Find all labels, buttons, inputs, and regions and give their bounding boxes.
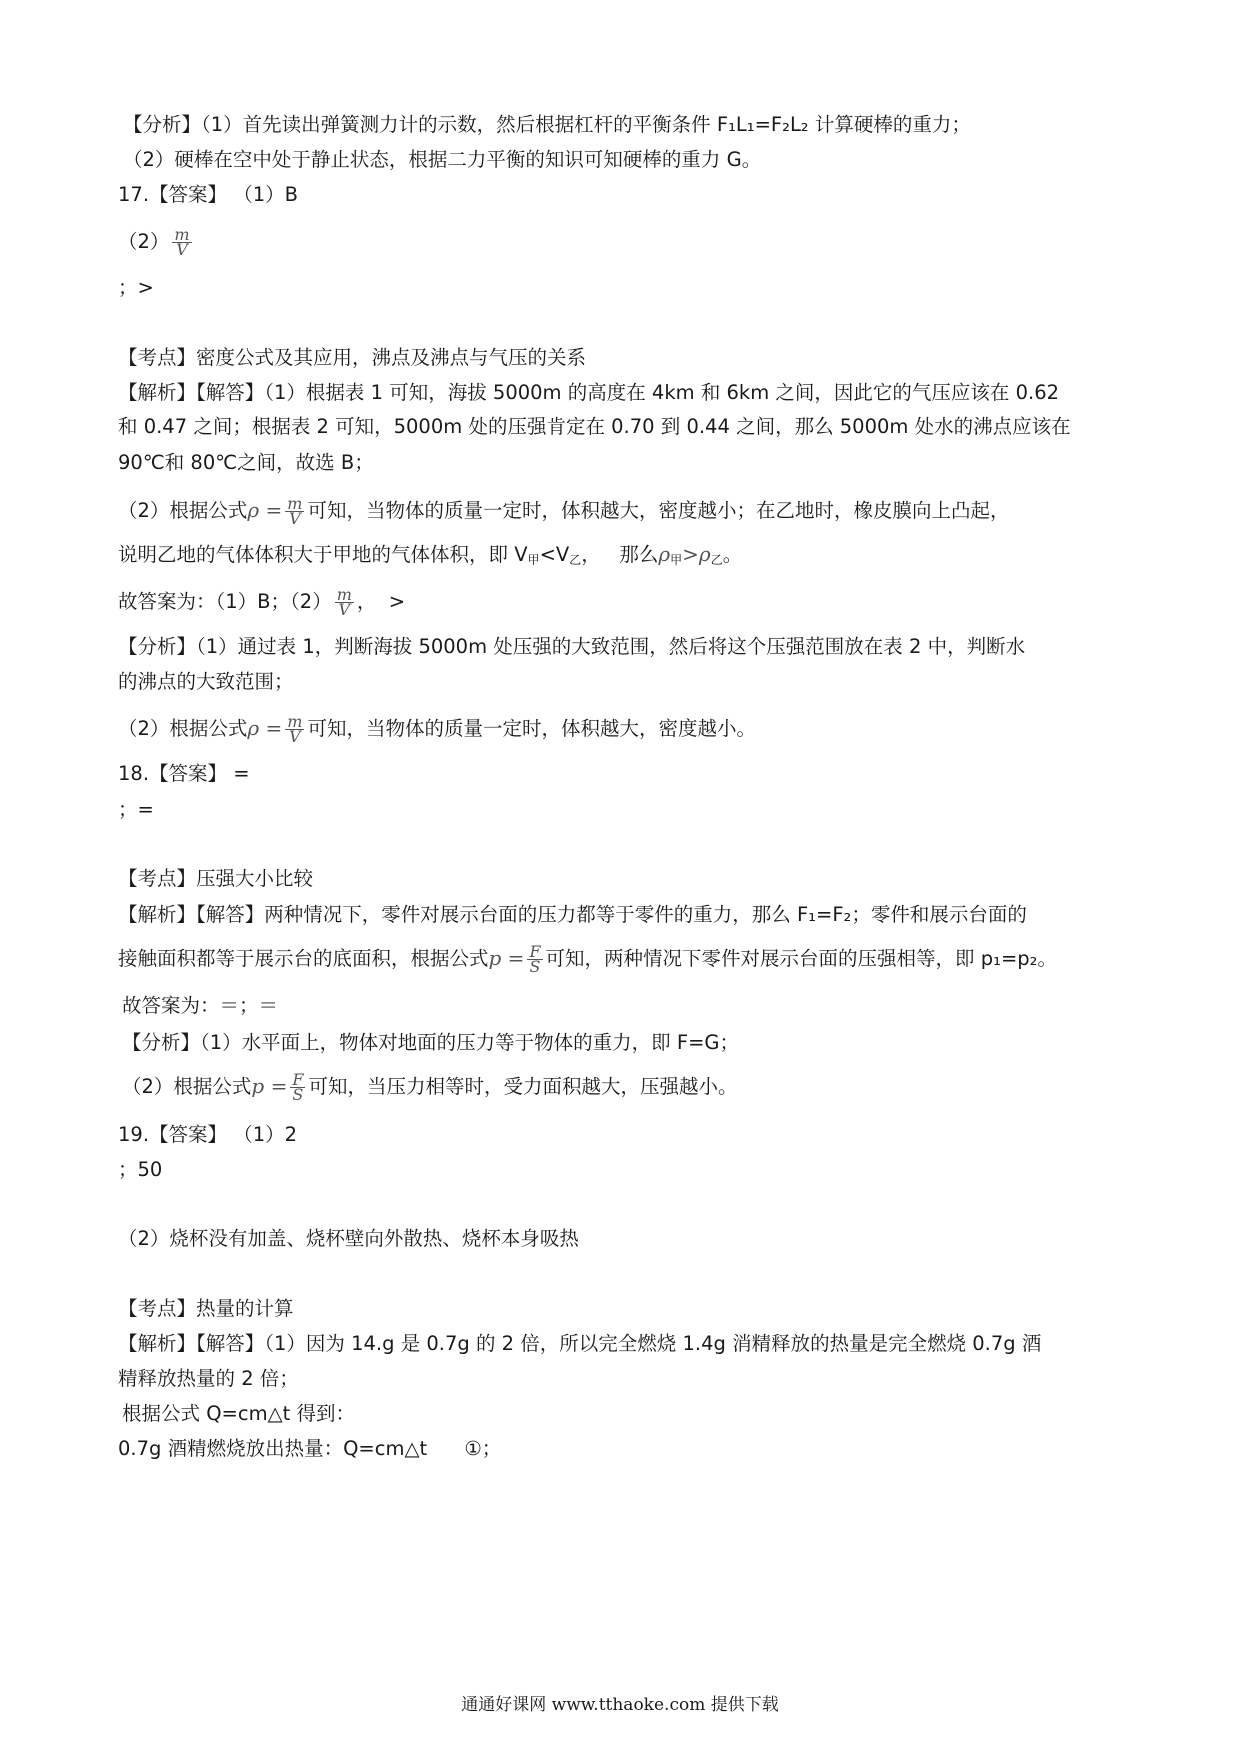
fraction-m-over-v: $\frac{m}{V}$	[174, 225, 190, 259]
text-line: 【分析】（1）首先读出弹簧测力计的示数，然后根据杠杆的平衡条件 F₁L₁=F₂L₂ 计算硬棒的重力；	[123, 113, 971, 136]
text-line: ；>	[118, 276, 154, 299]
text-line: 根据公式 Q=cm△t 得到：	[122, 1402, 355, 1425]
text-line: 【考点】密度公式及其应用，沸点及沸点与气压的关系	[118, 346, 587, 369]
text-line: 【解析】【解答】（1）根据表 1 可知，海拔 5000m 的高度在 4km 和 6km 之间，因此它的气压应该在 0.62	[118, 381, 1060, 404]
text-line: （2）根据公式p = $\frac{F}{S}$ 可知，当压力相等时，受力面积越大，压强越小。	[122, 1070, 738, 1104]
text-line: （2）根据公式ρ = $\frac{m}{V}$ 可知，当物体的质量一定时，体积越大，密度越小；在乙地时，橡皮膜向上凸起，	[118, 494, 1010, 528]
text-line: 的沸点的大致范围；	[118, 670, 294, 693]
text-line: （2） $\frac{m}{V}$	[118, 225, 190, 259]
text-line: 0.7g 酒精燃烧放出热量：Q=cm△t ①；	[118, 1437, 502, 1460]
text-line: 【分析】（1）水平面上，物体对地面的压力等于物体的重力，即 F=G；	[122, 1031, 740, 1054]
fraction-m-over-v: $\frac{m}{V}$	[336, 585, 352, 619]
question-17-answer: 17.【答案】 （1）B	[118, 183, 298, 206]
page-footer: 通通好课网 www.tthaoke.com 提供下载	[461, 1695, 779, 1715]
text-line: 说明乙地的气体体积大于甲地的气体体积，即 $V_甲<V_乙$， 那么$\rho_甲>\rho_乙$。	[118, 542, 743, 567]
text-line: （2）根据公式ρ = $\frac{m}{V}$ 可知，当物体的质量一定时，体积越大，密度越小。	[118, 712, 756, 746]
fraction-m-over-v: $\frac{m}{V}$	[287, 712, 303, 746]
text-line: 故答案为：＝；＝	[122, 994, 279, 1017]
text-line: 故答案为：（1）B；（2） $\frac{m}{V}$ ， >	[118, 585, 406, 619]
text-line: 90℃和 80℃之间，故选 B；	[118, 451, 374, 474]
question-18-answer: 18.【答案】 =	[118, 762, 250, 785]
text-line: 【解析】【解答】（1）因为 14.g 是 0.7g 的 2 倍，所以完全燃烧 1.4g 消精释放的热量是完全燃烧 0.7g 酒	[118, 1332, 1042, 1355]
text-line: 【解析】【解答】两种情况下，零件对展示台面的压力都等于零件的重力，那么 F₁=F₂；零件和展示台面的	[118, 903, 1027, 926]
text-line: （2）烧杯没有加盖、烧杯壁向外散热、烧杯本身吸热	[118, 1227, 579, 1250]
fraction-m-over-v: $\frac{m}{V}$	[287, 494, 303, 528]
text-line: 和 0.47 之间；根据表 2 可知，5000m 处的压强肯定在 0.70 到 0.44 之间，那么 5000m 处水的沸点应该在	[118, 415, 1071, 438]
text-line: 【分析】（1）通过表 1，判断海拔 5000m 处压强的大致范围，然后将这个压强范围放在表 2 中，判断水	[118, 635, 1026, 658]
text-line: 【考点】热量的计算	[118, 1297, 294, 1320]
text-line: （2）硬棒在空中处于静止状态，根据二力平衡的知识可知硬棒的重力 G。	[123, 148, 762, 171]
text-line: 精释放热量的 2 倍；	[118, 1367, 299, 1390]
text-line: ；50	[118, 1158, 163, 1181]
fraction-f-over-s: $\frac{F}{S}$	[529, 942, 541, 976]
text-line: ；=	[118, 798, 154, 821]
question-19-answer: 19.【答案】 （1）2	[118, 1123, 298, 1146]
text-line: 接触面积都等于展示台的底面积，根据公式p = $\frac{F}{S}$ 可知，两种情况下零件对展示台面的压强相等，即 p₁=p₂。	[118, 942, 1057, 976]
fraction-f-over-s: $\frac{F}{S}$	[292, 1070, 304, 1104]
text-line: 【考点】压强大小比较	[118, 867, 314, 890]
